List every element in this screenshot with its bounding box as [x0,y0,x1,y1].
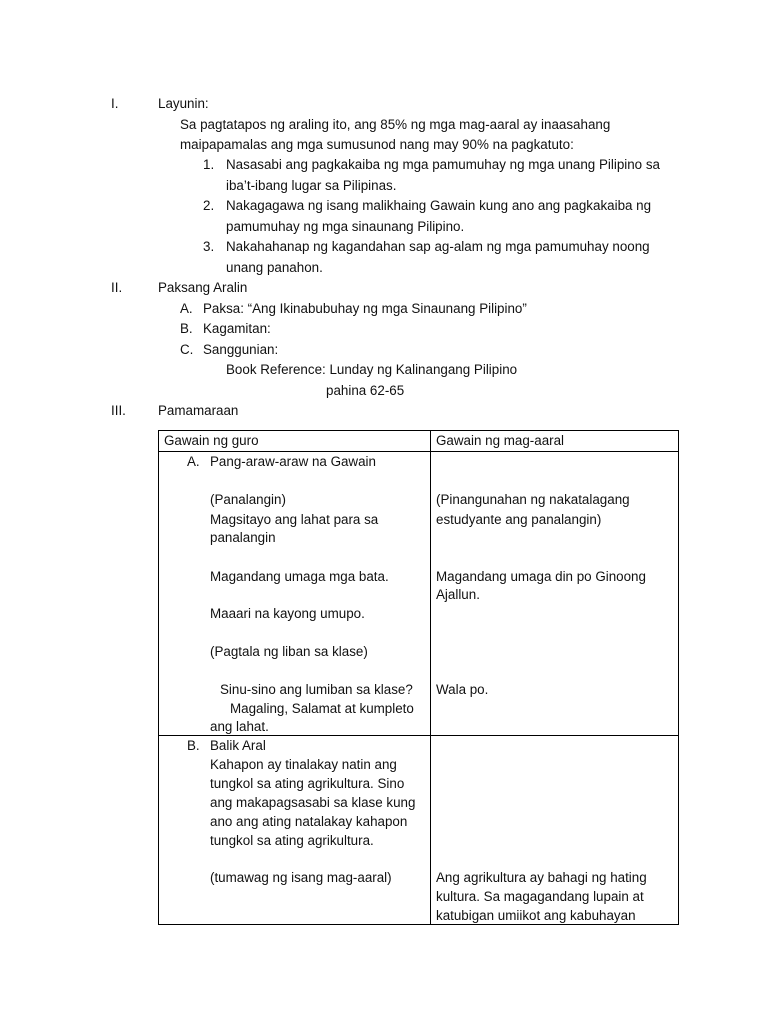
teacher-line: panalangin [210,530,276,545]
item-text: Paksa: “Ang Ikinabubuhay ng mga Sinaunang Pilipino” [203,301,527,316]
row-letter: B. [187,738,200,753]
column-header [431,431,679,452]
teacher-line: (Pagtala ng liban sa klase) [210,644,368,659]
section-numeral: I. [111,96,119,111]
objective-number: 3. [203,239,215,254]
objective-number: 1. [203,157,215,172]
section-numeral: III. [111,403,126,418]
item-text: Kagamitan: [203,321,271,336]
section-heading: Paksang Aralin [158,280,248,295]
teacher-line: Maaari na kayong umupo. [210,606,365,621]
intro-line: maipapamalas ang mga sumusunod nang may 90% na pagkatuto: [180,137,574,152]
section-heading: Layunin: [158,96,209,111]
row-title: Balik Aral [210,738,266,753]
teacher-line: ang lahat. [210,719,269,734]
teacher-cell [159,736,431,925]
student-line: katubigan umiikot ang kabuhayan [436,908,636,923]
student-line: kultura. Sa magagandang lupain at [436,889,644,904]
table-row [159,736,679,925]
table-row [159,452,679,736]
section-numeral: II. [111,280,123,295]
page-reference: pahina 62-65 [326,383,405,398]
student-cell [431,736,679,925]
objective-line: Nakahahanap ng kagandahan sap ag-alam ng mga pamumuhay noong [226,239,650,254]
item-letter: C. [180,342,194,357]
teacher-line: tungkol sa ating agrikultura. [210,833,374,848]
student-line: Ajallun. [436,587,480,602]
student-line: Magandang umaga din po Ginoong [436,569,646,584]
column-header [159,431,431,452]
teacher-cell [159,452,431,736]
teacher-line: ang makapagsasabi sa klase kung [210,795,416,810]
student-line: estudyante ang panalangin) [436,512,602,527]
intro-line: Sa pagtatapos ng araling ito, ang 85% ng mga mag-aaral ay inaasahang [180,117,611,132]
item-text: Sanggunian: [203,342,279,357]
section-heading: Pamamaraan [158,403,239,418]
objective-number: 2. [203,198,215,213]
student-line: Ang agrikultura ay bahagi ng hating [436,870,647,885]
objective-line: unang panahon. [226,260,323,275]
teacher-line: (tumawag ng isang mag-aaral) [210,870,392,885]
table-header-row [159,431,679,452]
row-letter: A. [187,454,200,469]
teacher-line: Kahapon ay tinalakay natin ang [210,757,397,772]
teacher-line: Sinu-sino ang lumiban sa klase? [220,682,413,697]
teacher-line: tungkol sa ating agrikultura. Sino [210,776,405,791]
item-letter: A. [180,301,193,316]
column-header-label: Gawain ng guro [164,433,259,448]
objective-line: Nasasabi ang pagkakaiba ng mga pamumuhay ng mga unang Pilipino sa [226,157,660,172]
teacher-line: (Panalangin) [210,492,286,507]
teacher-line: Magsitayo ang lahat para sa [210,512,379,527]
objective-line: pamumuhay ng mga sinaunang Pilipino. [226,219,465,234]
procedure-table [158,430,679,925]
student-cell [431,452,679,736]
teacher-line: Magandang umaga mga bata. [210,569,389,584]
book-reference: Book Reference: Lunday ng Kalinangang Pilipino [226,362,518,377]
student-line: Wala po. [436,682,489,697]
teacher-line: Magaling, Salamat at kumpleto [230,701,414,716]
item-letter: B. [180,321,193,336]
row-title: Pang-araw-araw na Gawain [210,454,376,469]
objective-line: Nakagagawa ng isang malikhaing Gawain kung ano ang pagkakaiba ng [226,198,652,213]
column-header-label: Gawain ng mag-aaral [436,433,565,448]
objective-line: iba’t-ibang lugar sa Pilipinas. [226,178,397,193]
teacher-line: ano ang ating natalakay kahapon [210,814,408,829]
student-line: (Pinangunahan ng nakatalagang [436,492,630,507]
